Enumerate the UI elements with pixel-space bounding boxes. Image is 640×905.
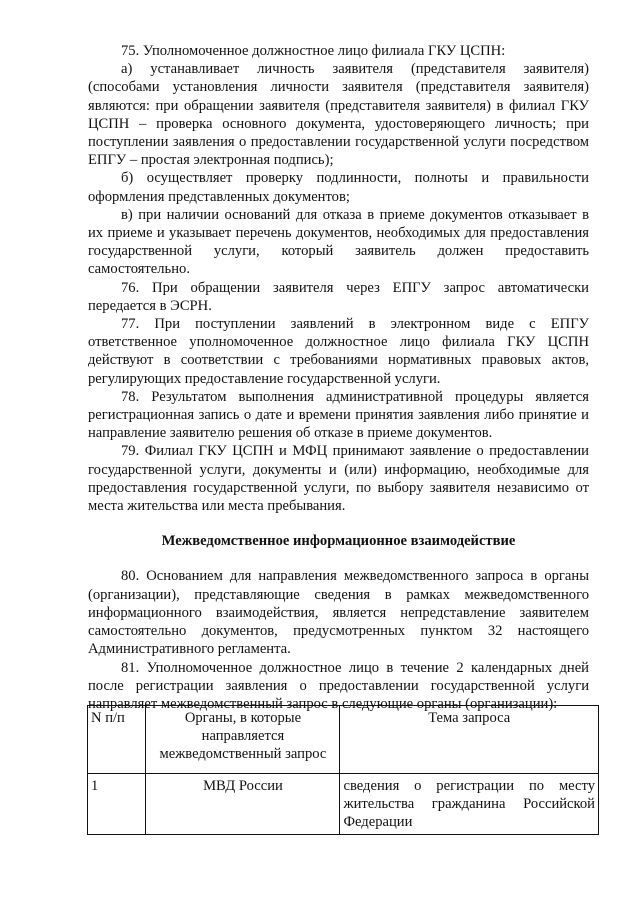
paragraph-79: 79. Филиал ГКУ ЦСПН и МФЦ принимают заявление о предоставлении государственной услуги, документы и (или) информацию, необходимые для предоставления государственной услуги, по выбору заявителя независимо от места жительства или места пребывания.	[88, 443, 589, 515]
paragraph-77: 77. При поступлении заявлений в электронном виде с ЕПГУ ответственное уполномоченное должностное лицо филиала ГКУ ЦСПН действуют в соответствии с требованиями нормативных правовых актов, регулирующих предоставление государственной услуги.	[88, 316, 589, 387]
header-topic: Тема запроса	[340, 706, 599, 774]
cell-organization: МВД России	[146, 774, 340, 835]
paragraph-76: 76. При обращении заявителя через ЕПГУ запрос автоматически передается в ЭСРН.	[88, 279, 589, 314]
table-row	[88, 774, 599, 835]
cell-number: 1	[88, 774, 146, 835]
paragraph-75-b: б) осуществляет проверку подлинности, полноты и правильности оформления представленных документов;	[88, 170, 589, 205]
paragraph-80: 80. Основанием для направления межведомственного запроса в органы (организации), представляющие сведения в рамках межведомственного информационного взаимодействия, является непредставление заявителем самостоятельно документов, предусмотренных пунктом 32 настоящего Административного регламента.	[88, 568, 589, 658]
table-header-row	[88, 706, 599, 774]
paragraph-75: 75. Уполномоченное должностное лицо филиала ГКУ ЦСПН:	[121, 43, 506, 59]
cell-topic: сведения о регистрации по месту жительства гражданина Российской Федерации	[340, 774, 599, 835]
section-heading: Межведомственное информационное взаимодействие	[161, 533, 516, 550]
header-number: N п/п	[88, 706, 146, 774]
paragraph-75-a: а) устанавливает личность заявителя (представителя заявителя) (способами установления личности заявителя (представителя заявителя) являются: при обращении заявителя (представителя заявителя) в филиал ГКУ ЦСПН – проверка основного документа, удостоверяющего личность; при поступлении заявления о предоставлении государственной услуги посредством ЕПГУ – простая электронная подпись);	[88, 61, 589, 169]
paragraph-75-v: в) при наличии оснований для отказа в приеме документов отказывает в их приеме и указывает перечень документов, необходимых для предоставления государственной услуги, который заявитель должен предоставить самостоятельно.	[88, 206, 589, 278]
document-body	[88, 42, 589, 713]
paragraph-78: 78. Результатом выполнения административной процедуры является регистрационная запись о дате и времени принятия заявления либо принятие и направление заявителю решения об отказе в приеме документов.	[88, 388, 589, 442]
paragraph-81: 81. Уполномоченное должностное лицо в течение 2 календарных дней после регистрации заявления о предоставлении государственной услуги направляет межведомственный запрос в следующие органы (организации):	[88, 659, 589, 712]
header-organization: Органы, в которые направляется межведомственный запрос	[146, 706, 340, 774]
agencies-table	[87, 705, 599, 835]
